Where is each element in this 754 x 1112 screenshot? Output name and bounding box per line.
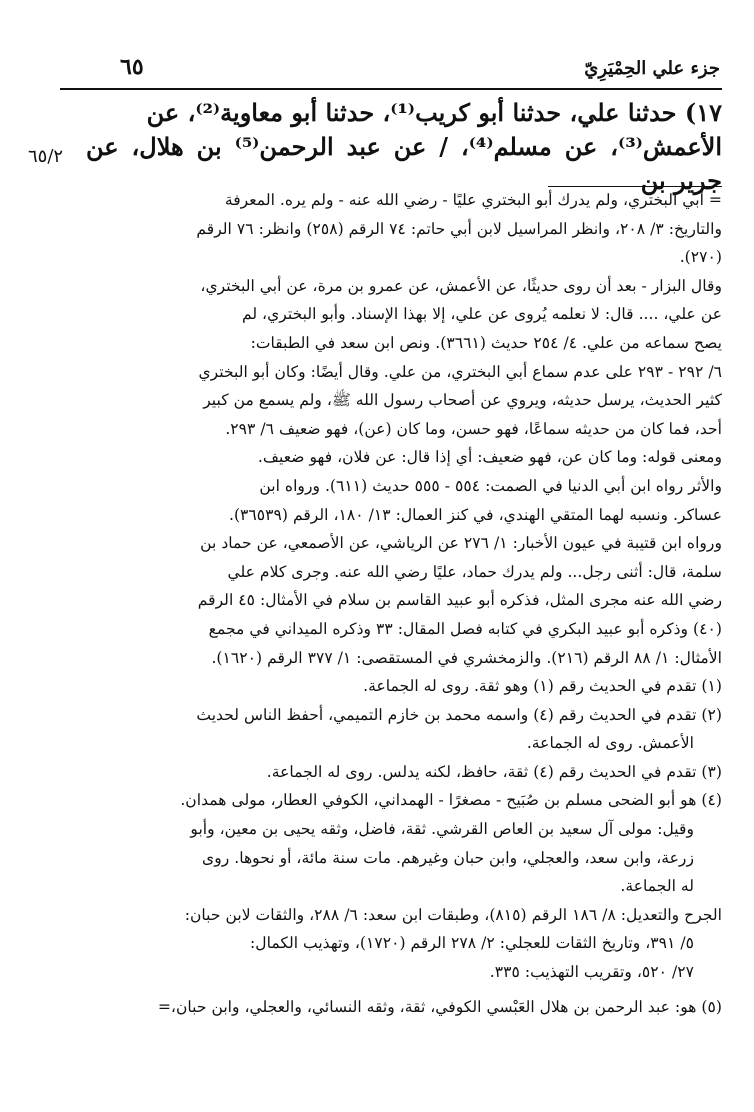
footnote-5: (٥) هو: عبد الرحمن بن هلال العَبْسي الكوفي، ثقة، وثقه النسائي، والعجلي، وابن حبان،= (157, 997, 722, 1016)
main-text (86, 96, 722, 198)
running-title: جزء علي الحِمْيَرِيّ (584, 58, 720, 79)
continuation-line: كثير الحديث، يرسل حديثه، ويروي عن أصحاب رسول الله ﷺ، ولم يسمع من كبير (203, 391, 722, 410)
footnote-4-refs-2: ٥/ ٣٩١، وتاريخ الثقات للعجلي: ٢/ ٢٧٨ الرقم (١٧٢٠)، وتهذيب الكمال: (250, 934, 694, 953)
footnote-4-refs-3: ٢٧/ ٥٢٠، وتقريب التهذيب: ٣٣٥. (489, 963, 694, 982)
footnote-4: (٤) هو أبو الضحى مسلم بن صُبَيح - مصغرًا - الهمداني، الكوفي العطار، مولى همدان. (180, 791, 722, 810)
footnote-2-cont: الأعمش. روى له الجماعة. (526, 734, 694, 753)
continuation-line: الأمثال: ١/ ٨٨ الرقم (٢١٦). والزمخشري في المستقصى: ١/ ٣٧٧ الرقم (١٦٢٠). (211, 648, 722, 667)
continuation-line: ورواه ابن قتيبة في عيون الأخبار: ١/ ٢٧٦ عن الرياشي، عن الأصمعي، عن حماد بن (200, 534, 722, 553)
continuation-line: والتاريخ: ٣/ ٢٠٨، وانظر المراسيل لابن أبي حاتم: ٧٤ الرقم (٢٥٨) وانظر: ٧٦ الرقم (196, 219, 722, 238)
margin-reference: ٦٥/٢ (28, 146, 64, 167)
footnote-3: (٣) تقدم في الحديث رقم (٤) ثقة، حافظ، لكنه يدلس. روى له الجماعة. (266, 762, 722, 781)
header-rule (60, 88, 722, 90)
continuation-line: ٦/ ٢٩٢ - ٢٩٣ على عدم سماع أبي البختري، من علي. وقال أيضًا: وكان أبو البختري (198, 362, 722, 381)
footnote-continuation (78, 186, 722, 672)
footnotes (78, 186, 722, 1021)
main-line-2: الأعمش⁽³⁾، عن مسلم⁽⁴⁾، / عن عبد الرحمن⁽⁵⁾ بن هلال، عن جرير بن (86, 132, 723, 195)
footnote-2: (٢) تقدم في الحديث رقم (٤) واسمه محمد بن خازم التميمي، أحفظ الناس لحديث (196, 705, 722, 724)
continuation-line: ومعنى قوله: وما كان عن، فهو ضعيف: أي إذا قال: عن فلان، فهو ضعيف. (257, 448, 722, 467)
page-header (60, 52, 720, 84)
footnote-4-cont-2: زرعة، وابن سعد، والعجلي، وابن حبان وغيرهم. مات سنة مائة، أو نحوها. روى (202, 848, 694, 867)
continuation-line: (٢٧٠). (679, 248, 722, 267)
main-line-1: ١٧) حدثنا علي، حدثنا أبو كريب⁽¹⁾، حدثنا أبو معاوية⁽²⁾، عن (146, 98, 722, 127)
footnote-4-cont-3: له الجماعة. (620, 877, 694, 896)
continuation-line: سلمة، قال: أثنى رجل... ولم يدرك حماد، عليًا رضي الله عنه. وجرى كلام علي (227, 562, 722, 581)
footnote-4-refs-1: الجرح والتعديل: ٨/ ١٨٦ الرقم (٨١٥)، وطبقات ابن سعد: ٦/ ٢٨٨، والثقات لابن حبان: (184, 905, 722, 924)
continuation-line: يصح سماعه من علي. ٤/ ٢٥٤ حديث (٣٦٦١). ونص ابن سعد في الطبقات: (250, 333, 722, 352)
footnote-4-cont-1: وقيل: مولى آل سعيد بن العاص القرشي. ثقة، فاضل، وثقه يحيى بن معين، وأبو (190, 820, 694, 839)
continuation-line: أحد، فما كان من حديثه سماعًا، فهو حسن، وما كان (عن)، فهو ضعيف ٦/ ٢٩٣. (225, 419, 722, 438)
continuation-line: عن علي، .... قال: لا نعلمه يُروى عن علي، إلا بهذا الإسناد. وأبو البختري، لم (241, 305, 722, 324)
continuation-line: والأثر رواه ابن أبي الدنيا في الصمت: ٥٥٤ - ٥٥٥ حديث (٦١١). ورواه ابن (259, 476, 722, 495)
continuation-line: = أبي البختري، ولم يدرك أبو البختري عليًا - رضي الله عنه - ولم يره. المعرفة (224, 191, 722, 209)
continuation-line: رضي الله عنه مجرى المثل، فذكره أبو عبيد القاسم بن سلام في الأمثال: ٤٥ الرقم (197, 591, 722, 610)
page-number: ٦٥ (120, 54, 144, 80)
continuation-line: (٤٠) وذكره أبو عبيد البكري في كتابه فصل المقال: ٣٣ وذكره الميداني في مجمع (208, 619, 722, 638)
footnote-1: (١) تقدم في الحديث رقم (١) وهو ثقة. روى له الجماعة. (363, 677, 722, 696)
continuation-line: عساكر. ونسبه لهما المتقي الهندي، في كنز العمال: ١٣/ ١٨٠، الرقم (٣٦٥٣٩). (228, 505, 722, 524)
continuation-line: وقال البزار - بعد أن روى حديثًا، عن الأعمش، عن عمرو بن مرة، عن أبي البختري، (200, 276, 722, 295)
